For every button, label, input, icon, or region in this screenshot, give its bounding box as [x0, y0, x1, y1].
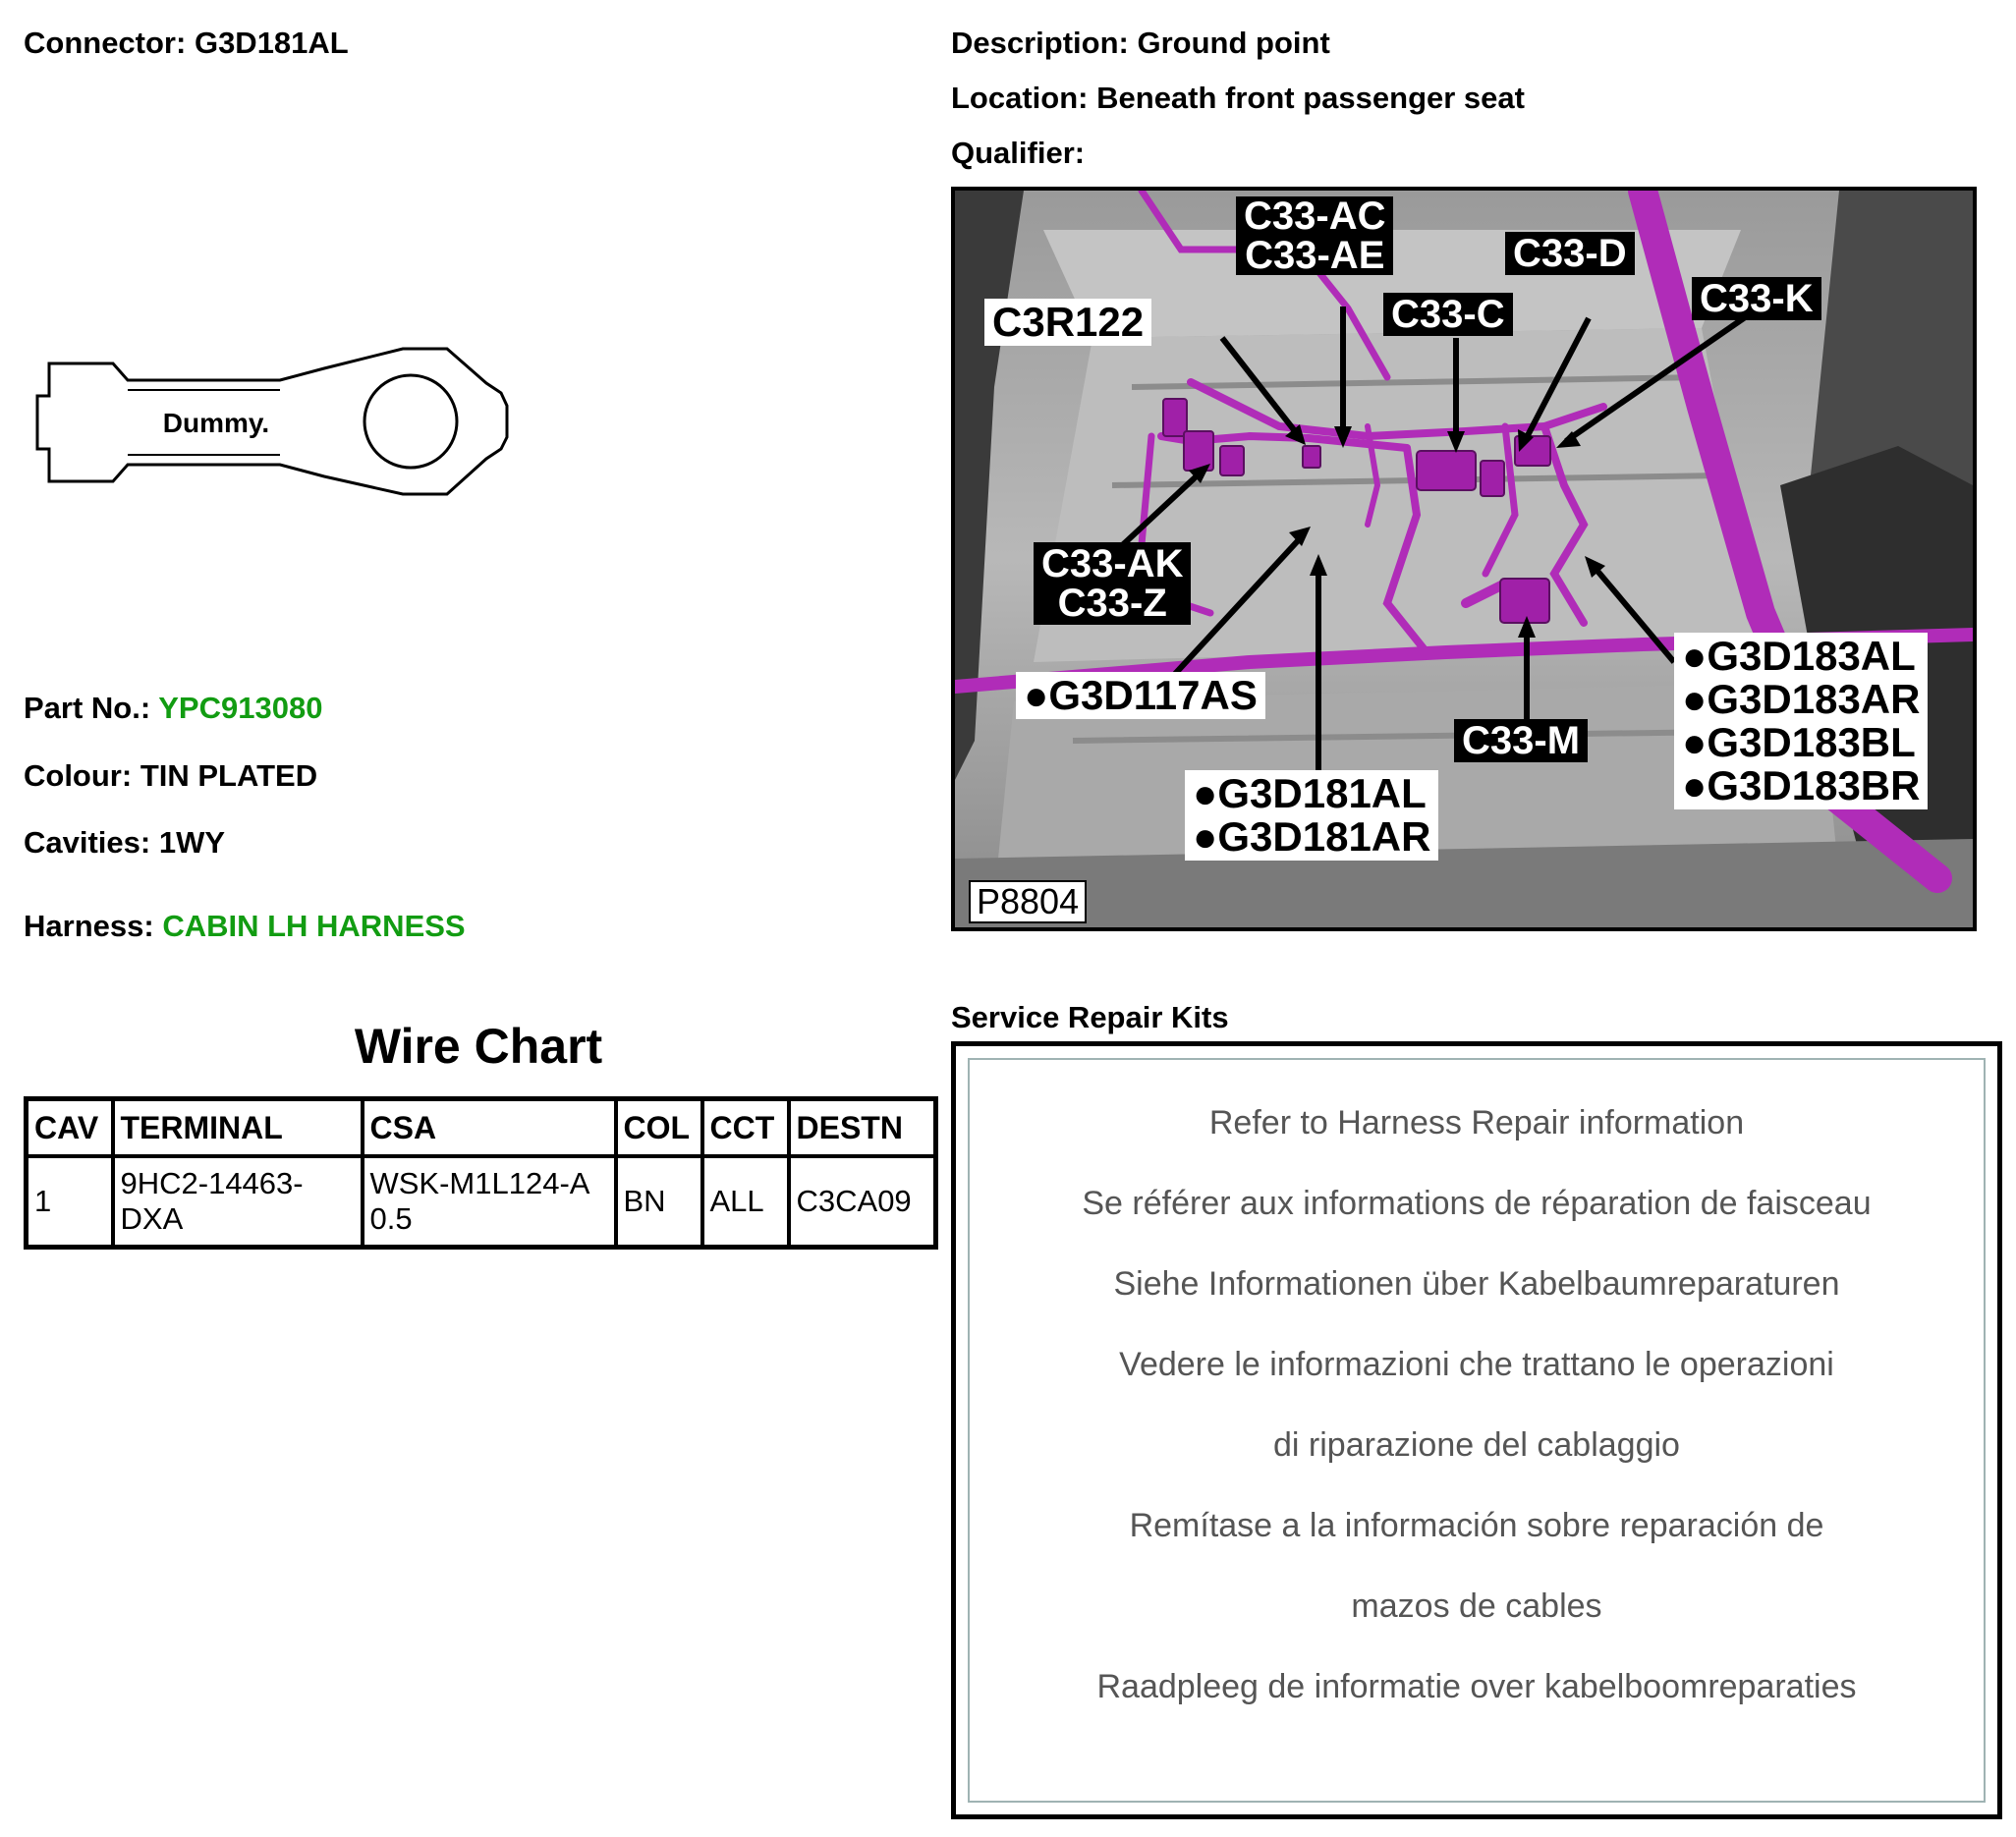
- callout-c33-c: C33-C: [1383, 293, 1513, 336]
- service-repair-kits-text: [970, 1103, 1984, 1748]
- kit-line-it-2: di riparazione del cablaggio: [1273, 1426, 1680, 1464]
- kit-line-es-1: Remítase a la información sobre reparación de: [1129, 1507, 1824, 1544]
- terminal-drawing-text: Dummy.: [162, 408, 270, 438]
- callout-g3d181ar: ●G3D181AR: [1193, 813, 1431, 860]
- callout-c33-m: C33-M: [1454, 719, 1588, 762]
- callout-g3d183br: ●G3D183BR: [1682, 762, 1921, 808]
- harness-value: CABIN LH HARNESS: [162, 909, 466, 943]
- cavities-value: 1WY: [158, 825, 226, 860]
- description-line: [951, 26, 1330, 61]
- service-repair-kits-inner: [968, 1058, 1986, 1803]
- kit-line-en: Refer to Harness Repair information: [1208, 1104, 1745, 1141]
- colour-value: TIN PLATED: [140, 758, 318, 793]
- cell-terminal: 9HC2-14463-DXA: [113, 1156, 363, 1248]
- part-no-label: Part No.:: [24, 691, 151, 725]
- location-line: [951, 81, 1525, 116]
- wire-chart-table: [24, 1096, 938, 1250]
- colour-label: Colour:: [24, 758, 133, 793]
- kit-line-it-1: Vedere le informazioni che trattano le operazioni: [1119, 1346, 1834, 1383]
- callout-g3d183ar: ●G3D183AR: [1682, 676, 1921, 722]
- connector-label: Connector:: [24, 26, 187, 60]
- service-repair-kits-box: [951, 1041, 2002, 1819]
- callout-g3d183bl: ●G3D183BL: [1682, 719, 1916, 765]
- connector-line: [24, 26, 349, 61]
- connector-value: G3D181AL: [194, 26, 349, 60]
- kit-line-de: Siehe Informationen über Kabelbaumreparaturen: [1113, 1265, 1840, 1303]
- cell-csa: WSK-M1L124-A 0.5: [363, 1156, 616, 1248]
- kit-line-nl: Raadpleeg de informatie over kabelboomreparaties: [1096, 1668, 1857, 1705]
- header-csa: CSA: [363, 1099, 616, 1157]
- qualifier-label: Qualifier:: [951, 136, 1086, 170]
- callout-c33-ac-ae: [1236, 196, 1393, 275]
- callout-g3d181-group: [1185, 770, 1438, 861]
- header-cct: CCT: [702, 1099, 789, 1157]
- photo-id-label: P8804: [969, 880, 1087, 923]
- description-value: Ground point: [1137, 26, 1330, 60]
- cell-destn: C3CA09: [789, 1156, 936, 1248]
- callout-c3r122: C3R122: [984, 299, 1151, 346]
- callout-g3d183al: ●G3D183AL: [1682, 633, 1916, 679]
- callout-g3d181al: ●G3D181AL: [1193, 770, 1427, 816]
- table-row: [27, 1156, 936, 1248]
- terminal-drawing: [29, 339, 521, 506]
- callout-g3d183-group: [1674, 633, 1928, 809]
- callout-g3d117as: ●G3D117AS: [1016, 672, 1265, 719]
- callout-c33-ac: C33-AC: [1244, 195, 1386, 238]
- callout-c33-ae: C33-AE: [1245, 234, 1385, 277]
- location-photo: [951, 187, 1977, 931]
- harness-line: [24, 909, 466, 944]
- wire-chart-header-row: [27, 1099, 936, 1157]
- right-column: [943, 0, 2016, 1837]
- location-label: Location:: [951, 81, 1089, 115]
- kit-line-fr: Se référer aux informations de réparation de faisceau: [1082, 1185, 1872, 1222]
- callout-c33-ak-z: [1034, 542, 1191, 625]
- callout-c33-ak: C33-AK: [1041, 542, 1184, 585]
- callout-c33-z: C33-Z: [1057, 582, 1167, 625]
- part-no-line: [24, 691, 322, 726]
- header-terminal: TERMINAL: [113, 1099, 363, 1157]
- harness-label: Harness:: [24, 909, 154, 943]
- cavities-line: [24, 825, 225, 861]
- cell-cct: ALL: [702, 1156, 789, 1248]
- header-cav: CAV: [27, 1099, 113, 1157]
- header-destn: DESTN: [789, 1099, 936, 1157]
- header-col: COL: [616, 1099, 702, 1157]
- cavities-label: Cavities:: [24, 825, 151, 860]
- callout-c33-d: C33-D: [1505, 232, 1635, 275]
- wire-chart-title: Wire Chart: [354, 1019, 603, 1074]
- description-label: Description:: [951, 26, 1129, 60]
- service-repair-kits-title: Service Repair Kits: [951, 1000, 1229, 1034]
- cell-cav: 1: [27, 1156, 113, 1248]
- part-no-value: YPC913080: [158, 691, 323, 725]
- cell-col: BN: [616, 1156, 702, 1248]
- kit-line-es-2: mazos de cables: [1351, 1587, 1602, 1625]
- colour-line: [24, 758, 317, 794]
- location-value: Beneath front passenger seat: [1096, 81, 1525, 115]
- callout-c33-k: C33-K: [1692, 277, 1821, 320]
- left-column: [0, 0, 943, 1837]
- qualifier-line: [951, 136, 1085, 171]
